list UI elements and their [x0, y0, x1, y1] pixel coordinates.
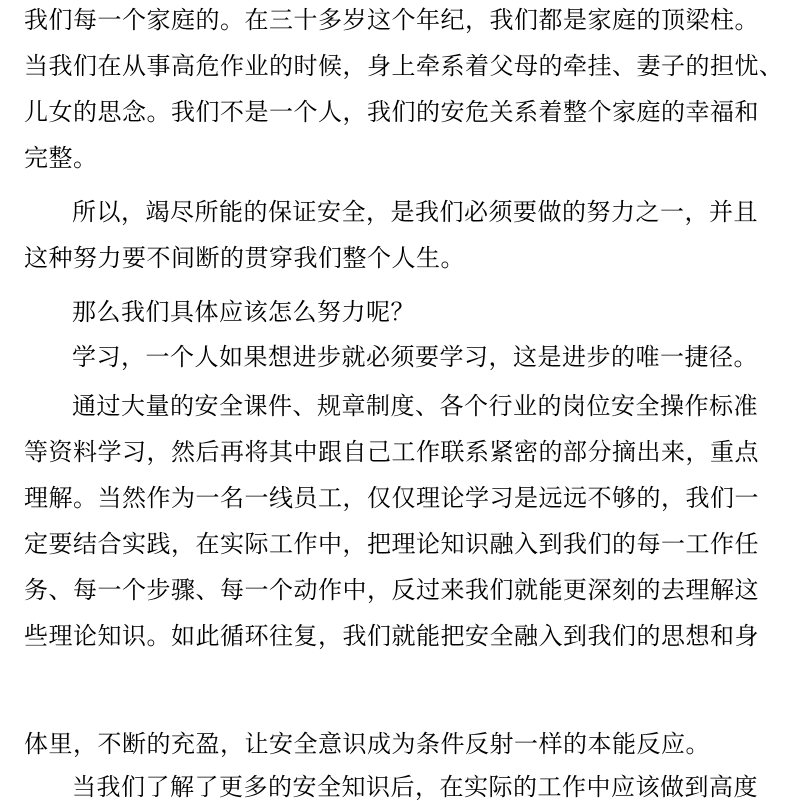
- paragraph-ensure-safety: 所以，竭尽所能的保证安全，是我们必须要做的努力之一，并且 这种努力要不间断的贯穿我们整个人生。: [24, 200, 758, 272]
- paragraph-study-materials: 通过大量的安全课件、规章制度、各个行业的岗位安全操作标准 等资料学习，然后再将其中跟自己工作联系紧密的部分摘出来，重点 理解。当然作为一名一线员工，仅仅理论学习是远远不够的，我们一 定要结合实践，在实际工作中，把理论知识融入到我们的每一工作任 务、每一个步骤、每一个动作中，反过来我们就能更深刻的去理解这 些理论知识。如此循环往复，我们就能把安全融入到我们的思想和身: [24, 394, 759, 650]
- paragraph-how-to-strive: 那么我们具体应该怎么努力呢？: [72, 300, 415, 326]
- paragraph-continuation: 体里，不断的充盈，让安全意识成为条件反射一样的本能反应。: [24, 732, 710, 758]
- paragraph-learning: 学习，一个人如果想进步就必须要学习，这是进步的唯一捷径。: [72, 345, 758, 371]
- paragraph-more-knowledge: 当我们了解了更多的安全知识后，在实际的工作中应该做到高度: [72, 775, 758, 800]
- paragraph-family-pillar: 我们每一个家庭的。在三十多岁这个年纪，我们都是家庭的顶梁柱。 当我们在从事高危作业的时候，身上牵系着父母的牵挂、妻子的担忧、 儿女的思念。我们不是一个人，我们的安危关系着整个家庭的幸福和 完整。: [24, 8, 784, 172]
